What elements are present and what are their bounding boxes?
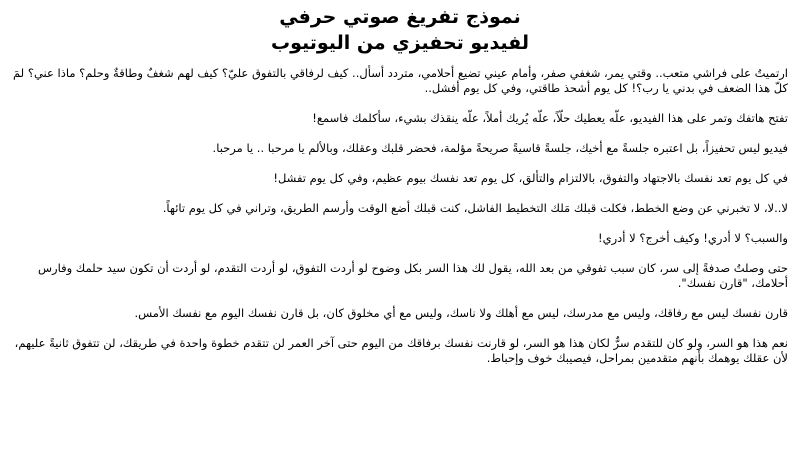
paragraph: فيديو ليس تحفيزاً، بل اعتبره جلسةً مع أخيك، جلسةً قاسيةً صريحةً مؤلمة، فحضر قلبك وعقلك، وبالألم يا مرحبا .. يا مرحبا. xyxy=(212,141,788,155)
title-line-2: لفيديو تحفيزي من اليوتيوب xyxy=(271,32,529,54)
paragraph: والسبب؟ لا أدري! وكيف أخرج؟ لا أدري! xyxy=(598,231,788,245)
paragraph: ارتميتُ على فراشي متعب.. وقتي يمر، شغفي صفر، وأمام عيني تضيع أحلامي، متردد أسأل.. كيف لرفاقي بالتفوق عليّ؟ كيف لهم شغفٌ وطاقةٌ وحلم؟ ماذا عني؟ لمَ كلّ هذا الضعف في بدني يا رب؟! كل يوم أشحذ طاقتي، وفي كل يوم أفشل.. xyxy=(13,66,788,95)
document-body xyxy=(12,66,788,366)
title-line-1: نموذج تفريغ صوتي حرفي xyxy=(279,6,521,28)
paragraph: نعم هذا هو السر، ولو كان للتقدم سرٌّ لكان هذا هو السر، لو قارنت نفسك برفاقك من اليوم حتى آخر العمر لن تتقدم خطوة واحدة في طريقك، لن تتفوق ثانيةً عليهم، لأن عقلك يوهمك بأنهم متقدمين بمراحل، فيصيبك خوف وإحباط. xyxy=(14,336,788,365)
paragraph: حتى وصلتُ صدفةً إلى سر، كان سبب تفوقي من بعد الله، يقول لك هذا السر بكل وضوح لو أردت التفوق، لو أردت التقدم، لو أردت أن تكون سيد حلمك وفارس أحلامك، "قارن نفسك". xyxy=(38,261,788,290)
paragraph: في كل يوم تعد نفسك بالاجتهاد والتفوق، بالالتزام والتألق، كل يوم تعد نفسك بيوم عظيم، وفي كل يوم تفشل! xyxy=(273,171,788,185)
paragraph: تفتح هاتفك وتمر على هذا الفيديو، علّه يعطيك حلّاً، علّه يُريك أملاً، علّه ينقذك بشيء، سأكلمك فاسمع! xyxy=(312,111,788,125)
document-title xyxy=(12,4,788,56)
paragraph: قارن نفسك ليس مع رفاقك، وليس مع مدرسك، ليس مع أهلك ولا ناسك، وليس مع أي مخلوق كان، بل قارن نفسك اليوم مع نفسك الأمس. xyxy=(134,306,788,320)
paragraph: لا..لا، لا تخبرني عن وضع الخطط، فكلت قبلك مَلك التخطيط الفاشل، كنت قبلك أضع الوقت وأرسم الطريق، وتراني في كل يوم تائهاً. xyxy=(162,201,788,215)
